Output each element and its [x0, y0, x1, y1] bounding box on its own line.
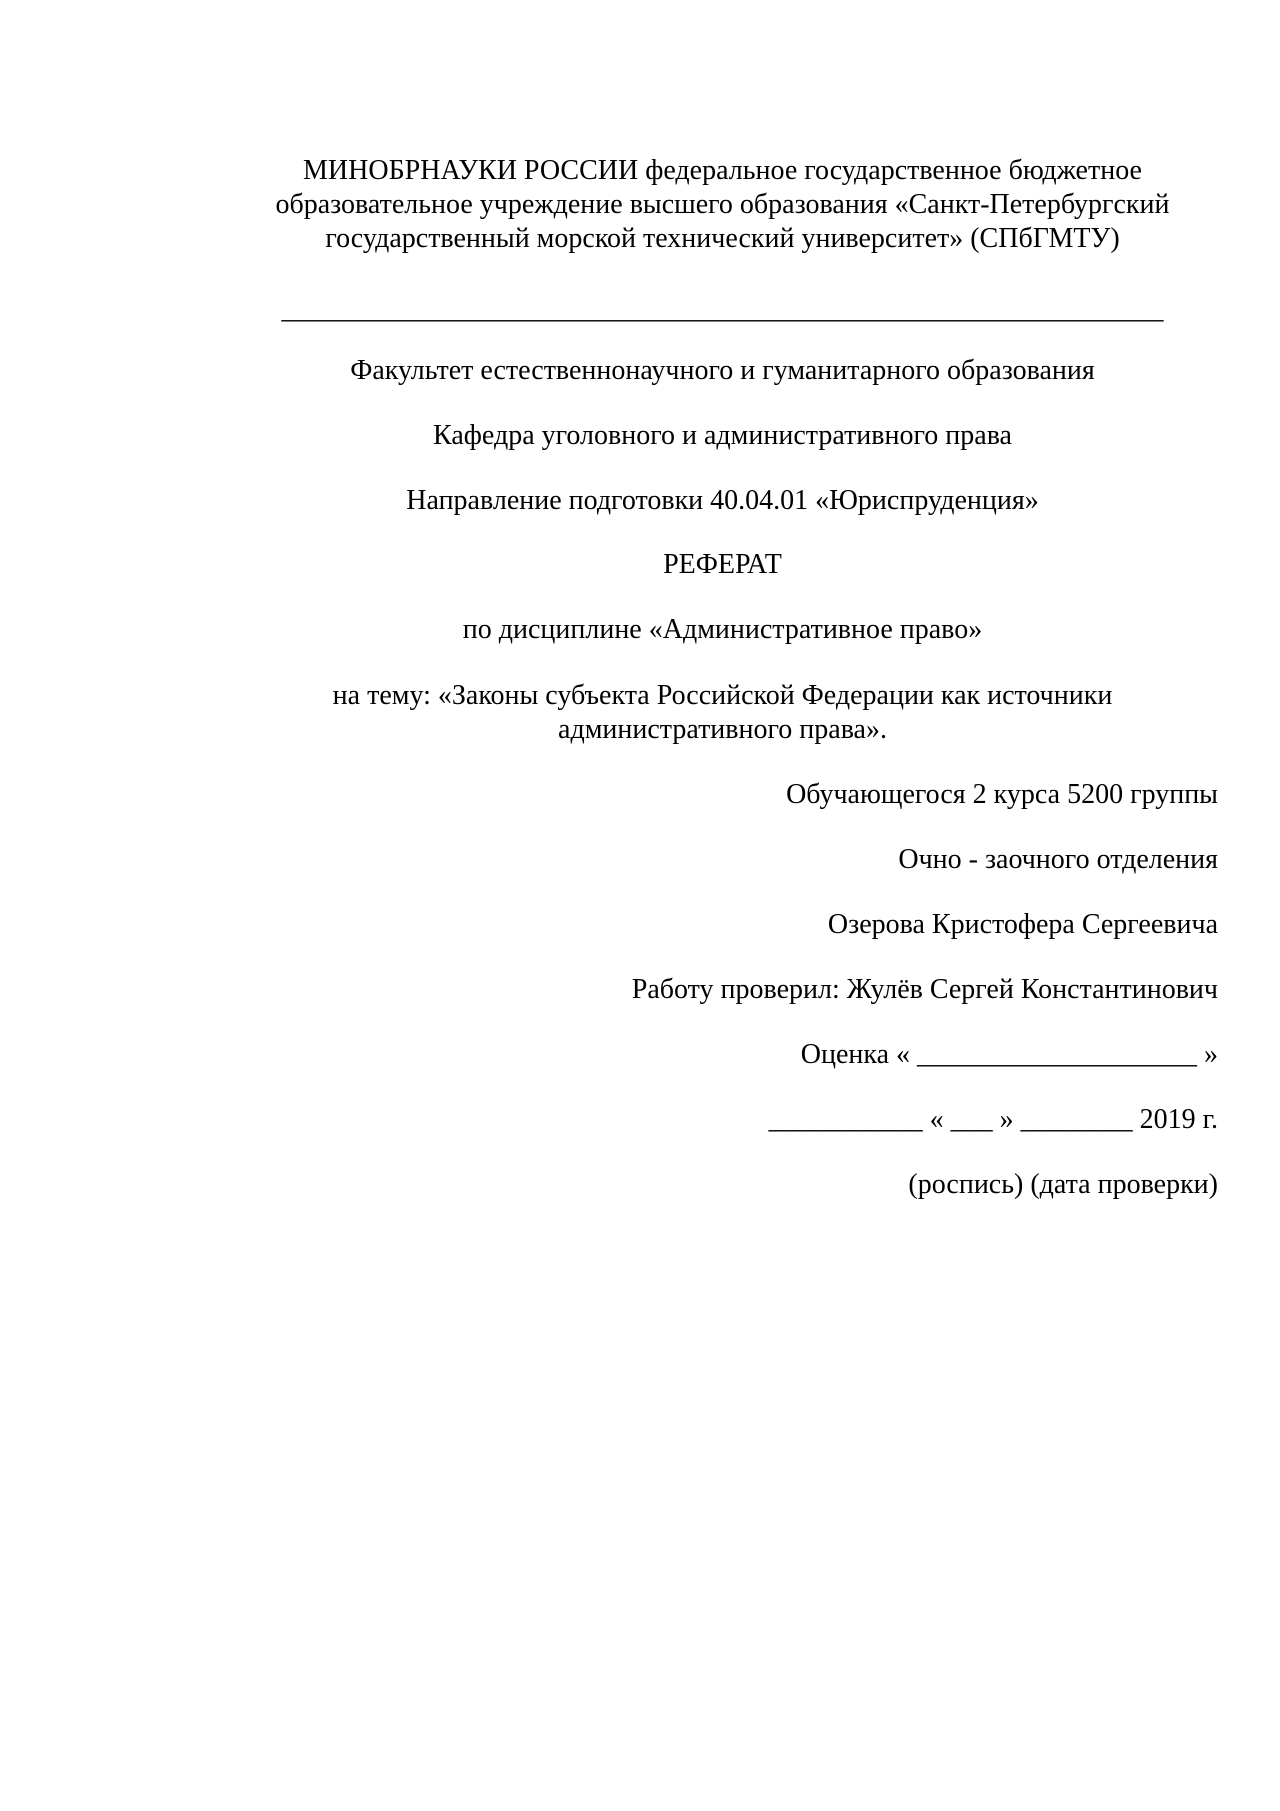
- university-header: [235, 154, 1210, 256]
- reviewer-line: Работу проверил: Жулёв Сергей Константинович: [631, 974, 1218, 1005]
- discipline-line: по дисциплине «Административное право»: [462, 614, 983, 645]
- grade-line: Оценка « ____________________ »: [800, 1039, 1218, 1070]
- date-line: ___________ « ___ » ________ 2019 г.: [768, 1104, 1218, 1135]
- student-name: Озерова Кристофера Сергеевича: [827, 909, 1218, 940]
- signature-caption: (роспись) (дата проверки): [908, 1169, 1218, 1200]
- header-line-3: государственный морской технический университет» (СПбГМТУ): [325, 223, 1120, 254]
- topic-line-2: административного права».: [558, 714, 887, 745]
- header-line-1: МИНОБРНАУКИ РОССИИ федеральное государственное бюджетное: [303, 155, 1142, 186]
- direction-line: Направление подготовки 40.04.01 «Юриспруденция»: [406, 485, 1039, 516]
- header-separator: _______________________________________________________________: [281, 294, 1164, 325]
- faculty-line: Факультет естественнонаучного и гуманитарного образования: [350, 355, 1095, 386]
- document-type-title: РЕФЕРАТ: [663, 549, 782, 580]
- topic-block: [235, 679, 1210, 747]
- topic-line-1: на тему: «Законы субъекта Российской Федерации как источники: [332, 680, 1113, 711]
- department-line: Кафедра уголовного и административного права: [433, 420, 1012, 451]
- header-line-2: образовательное учреждение высшего образования «Санкт-Петербургский: [275, 189, 1170, 220]
- student-study-form: Очно - заочного отделения: [898, 844, 1218, 875]
- student-course-group: Обучающегося 2 курса 5200 группы: [786, 779, 1218, 810]
